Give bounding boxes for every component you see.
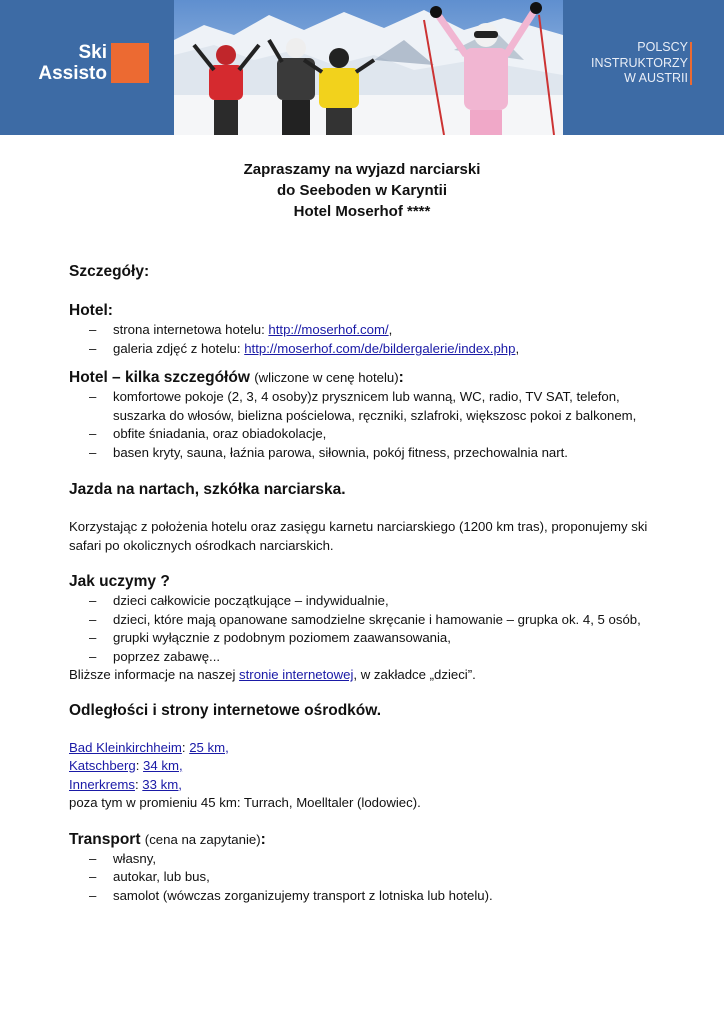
resort-link-bad-kleinkirchheim[interactable]: Bad Kleinkirchheim <box>69 739 182 755</box>
teaching-list <box>69 592 669 666</box>
transport-heading <box>69 830 669 850</box>
distances-heading: Odległości i strony internetowe ośrodków. <box>69 701 382 719</box>
header-photo-skiers <box>174 0 563 135</box>
hotel-website-label: strona internetowa hotelu: <box>113 322 269 337</box>
teaching-heading: Jak uczymy ? <box>69 573 170 590</box>
hotel-gallery-label: galeria zdjęć z hotelu: <box>113 340 245 356</box>
transport-heading-text: Transport <box>69 830 141 848</box>
resort-row <box>69 757 669 776</box>
hotel-gallery-link[interactable]: http://moserhof.com/de/bildergalerie/index.php <box>244 340 516 356</box>
resort-distance-link[interactable]: 25 km, <box>189 739 229 755</box>
list-item: – własny, <box>69 850 669 869</box>
more-info-before: Bliższe informacje na naszej <box>69 667 240 682</box>
polscy-instruktorzy-text <box>580 40 688 87</box>
more-info-line <box>69 666 669 685</box>
separator: : <box>134 776 143 792</box>
hotel-details-list <box>69 388 669 462</box>
resort-row <box>69 776 669 795</box>
list-item: – obfite śniadania, oraz obiadokolacje, <box>69 425 669 444</box>
list-item: – basen kryty, sauna, łaźnia parowa, siłownia, pokój fitness, przechowalnia nart. <box>69 444 669 463</box>
document-body <box>69 262 669 905</box>
list-item: – komfortowe pokoje (2, 3, 4 osoby)z prysznicem lub wanną, WC, radio, TV SAT, telefon, suszarka do włosów, bielizna pościelowa, ręczniki, szlafroki, większosc pokoi z balkonem, <box>69 388 669 425</box>
transport-paren: (cena na zapytanie) <box>144 831 261 847</box>
title-line-3: Hotel Moserhof **** <box>293 203 431 220</box>
skiing-paragraph: Korzystając z położenia hotelu oraz zasięgu karnetu narciarskiego (1200 km tras), proponujemy ski safari po okolicznych ośrodkach narciarskich. <box>69 519 648 553</box>
hotel-details-heading <box>69 368 669 388</box>
hotel-heading: Hotel: <box>69 302 113 319</box>
ski-assisto-logo[interactable] <box>35 42 149 84</box>
resort-link-innerkrems[interactable]: Innerkrems <box>69 776 135 792</box>
list-item: – dzieci całkowicie początkujące – indywidualnie, <box>69 592 669 611</box>
resort-row <box>69 739 669 758</box>
hotel-details-paren: (wliczone w cenę hotelu) <box>254 370 399 385</box>
right-text-line-1: POLSCY <box>637 40 688 54</box>
comma: , <box>388 322 393 337</box>
logo-text <box>35 42 107 84</box>
right-text-line-2: INSTRUKTORZY <box>591 55 688 70</box>
logo-orange-square <box>111 43 149 83</box>
list-item: – grupki wyłącznie z podobnym poziomem zaawansowania, <box>69 629 669 648</box>
comma: , <box>515 340 520 356</box>
hotel-details-heading-text: Hotel – kilka szczegółów <box>69 369 250 386</box>
hotel-links-list <box>69 321 669 358</box>
heading-colon: : <box>260 830 266 848</box>
resort-distance-link[interactable]: 34 km, <box>143 758 183 773</box>
list-item: – dzieci, które mają opanowane samodzielne skręcanie i hamowanie – grupka ok. 4, 5 osób, <box>69 611 669 630</box>
transport-list <box>69 850 669 906</box>
skiing-heading: Jazda na nartach, szkółka narciarska. <box>69 481 346 498</box>
logo-line-1: Ski <box>78 42 107 63</box>
list-item: – samolot (wówczas zorganizujemy transport z lotniska lub hotelu). <box>69 887 669 906</box>
logo-line-2: Assisto <box>38 63 107 84</box>
header-banner <box>0 0 724 135</box>
hotel-website-link[interactable]: http://moserhof.com/ <box>268 322 389 337</box>
title-line-1: Zapraszamy na wyjazd narciarski <box>243 161 481 178</box>
page-title <box>0 159 724 222</box>
details-heading: Szczegóły: <box>69 263 150 280</box>
list-item: – autokar, lub bus, <box>69 868 669 887</box>
distances-note: poza tym w promieniu 45 km: Turrach, Moelltaler (lodowiec). <box>69 795 421 810</box>
separator: : <box>135 758 144 773</box>
list-item: – poprzez zabawę... <box>69 648 669 667</box>
right-accent-bar <box>690 42 692 85</box>
list-item <box>69 321 669 340</box>
heading-colon: : <box>398 369 404 386</box>
website-link[interactable]: stronie internetowej <box>239 667 354 682</box>
skiers-photo-illustration <box>174 0 563 135</box>
right-text-line-3: W AUSTRII <box>624 71 688 85</box>
title-line-2: do Seeboden w Karyntii <box>276 182 448 199</box>
separator: : <box>181 739 190 755</box>
resort-distance-link[interactable]: 33 km, <box>142 776 182 792</box>
resort-link-katschberg[interactable]: Katschberg <box>69 758 136 773</box>
more-info-after: , w zakładce „dzieci”. <box>353 667 476 682</box>
list-item <box>69 340 669 359</box>
